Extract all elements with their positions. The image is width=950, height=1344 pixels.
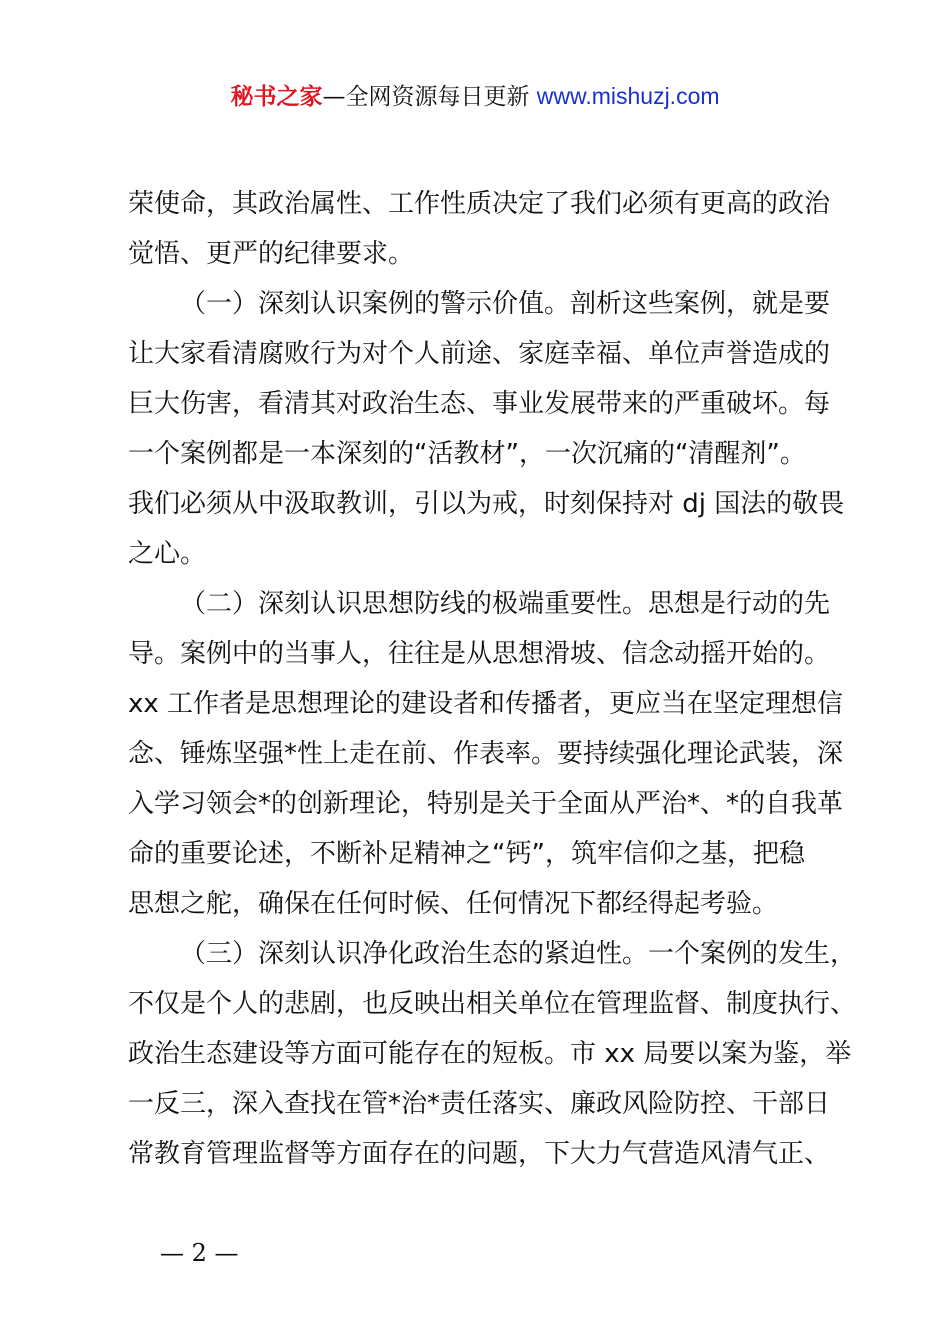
body-line: 命的重要论述，不断补足精神之“钙”，筑牢信仰之基，把稳 (128, 839, 805, 869)
body-line: 常教育管理监督等方面存在的问题，下大力气营造风清气正、 (128, 1139, 831, 1169)
body-line: 导。案例中的当事人，往往是从思想滑坡、信念动摇开始的。 (128, 639, 831, 669)
body-line: 念、锤炼坚强*性上走在前、作表率。要持续强化理论武装，深 (128, 739, 844, 769)
body-line: 之心。 (128, 539, 207, 569)
site-header (0, 80, 950, 113)
body-line: 一个案例都是一本深刻的“活教材”，一次沉痛的“清醒剂”。 (128, 439, 806, 469)
body-line: 我们必须从中汲取教训，引以为戒，时刻保持对 dj 国法的敬畏 (128, 489, 845, 519)
page-number: — 2 — (160, 1239, 239, 1267)
document-body (128, 179, 857, 1179)
body-line: 思想之舵，确保在任何时候、任何情况下都经得起考验。 (128, 889, 779, 919)
body-line: 不仅是个人的悲剧，也反映出相关单位在管理监督、制度执行、 (128, 989, 857, 1019)
body-line: 巨大伤害，看清其对政治生态、事业发展带来的严重破坏。每 (128, 389, 831, 419)
site-slogan: —全网资源每日更新 (322, 84, 537, 110)
body-line: 一反三，深入查找在管*治*责任落实、廉政风险防控、干部日 (128, 1089, 831, 1119)
body-line: 荣使命，其政治属性、工作性质决定了我们必须有更高的政治 (128, 189, 831, 219)
body-line: 政治生态建设等方面可能存在的短板。市 xx 局要以案为鉴，举 (128, 1039, 852, 1069)
body-line: 让大家看清腐败行为对个人前途、家庭幸福、单位声誉造成的 (128, 339, 831, 369)
body-line: 觉悟、更严的纪律要求。 (128, 239, 415, 269)
section-heading-line: （一）深刻认识案例的警示价值。剖析这些案例，就是要 (180, 289, 831, 319)
body-line: xx 工作者是思想理论的建设者和传播者，更应当在坚定理想信 (128, 689, 844, 719)
section-heading-line: （三）深刻认识净化政治生态的紧迫性。一个案例的发生， (180, 939, 857, 969)
site-brand: 秘书之家 (230, 84, 323, 110)
section-heading-line: （二）深刻认识思想防线的极端重要性。思想是行动的先 (180, 589, 831, 619)
body-line: 入学习领会*的创新理论，特别是关于全面从严治*、*的自我革 (128, 789, 844, 819)
site-url-link[interactable]: www.mishuzj.com (536, 83, 720, 109)
